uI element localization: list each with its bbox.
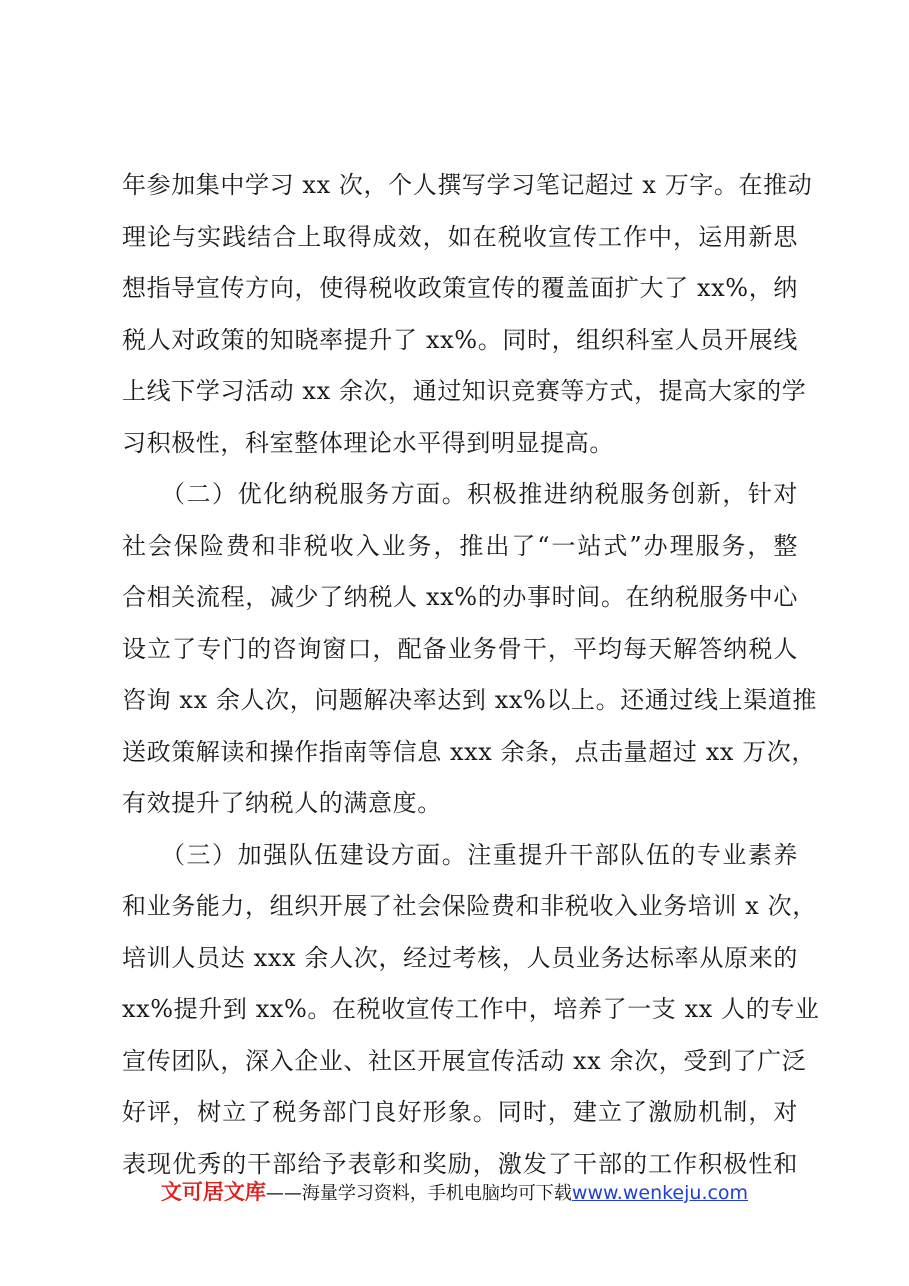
text-line: 培训人员达 xxx 余人次，经过考核，人员业务达标率从原来的 — [122, 943, 798, 972]
text-line: xx%提升到 xx%。在税收宣传工作中，培养了一支 xx 人的专业 — [122, 995, 820, 1023]
text-line: 理论与实践结合上取得成效，如在税收宣传工作中，运用新思 — [122, 222, 798, 251]
footer-website-link[interactable]: www.wenkeju.com — [571, 1182, 749, 1204]
text-line: 年参加集中学习 xx 次，个人撰写学习笔记超过 x 万字。在推动 — [122, 171, 813, 199]
text-line: 表现优秀的干部给予表彰和奖励，激发了干部的工作积极性和 — [122, 1149, 798, 1178]
text-line: 合相关流程，减少了纳税人 xx%的办事时间。在纳税服务中心 — [122, 583, 798, 611]
text-line: 想指导宣传方向，使得税收政策宣传的覆盖面扩大了 xx%，纳 — [122, 274, 798, 302]
paragraph-1 — [122, 160, 813, 469]
text-line: 税人对政策的知晓率提升了 xx%。同时，组织科室人员开展线 — [122, 325, 798, 354]
text-line: 社会保险费和非税收入业务，推出了“一站式”办理服务，整 — [122, 531, 798, 560]
paragraph-3 — [122, 830, 820, 1191]
text-line: 习积极性，科室整体理论水平得到明显提高。 — [122, 428, 614, 457]
text-line: （二）优化纳税服务方面。积极推进纳税服务创新，针对 — [122, 480, 798, 508]
text-line: 送政策解读和操作指南等信息 xxx 余条，点击量超过 xx 万次， — [122, 737, 816, 766]
text-line: 有效提升了纳税人的满意度。 — [122, 789, 442, 817]
text-line: 上线下学习活动 xx 余次，通过知识竞赛等方式，提高大家的学 — [122, 377, 807, 405]
footer-brand: 文可居文库 — [160, 1180, 266, 1204]
paragraph-2 — [122, 469, 818, 830]
text-line: 好评，树立了税务部门良好形象。同时，建立了激励机制，对 — [122, 1098, 798, 1126]
page-footer — [0, 1176, 909, 1206]
footer-tagline: ——海量学习资料，手机电脑均可下载 — [265, 1183, 572, 1204]
text-line: 宣传团队，深入企业、社区开展宣传活动 xx 余次，受到了广泛 — [122, 1046, 807, 1075]
body-text — [122, 160, 820, 1190]
text-line: 咨询 xx 余人次，问题解决率达到 xx%以上。还通过线上渠道推 — [122, 686, 818, 714]
text-line: 和业务能力，组织开展了社会保险费和非税收入业务培训 x 次， — [122, 892, 817, 920]
text-line: （三）加强队伍建设方面。注重提升干部队伍的专业素养 — [122, 840, 798, 869]
text-line: 设立了专门的咨询窗口，配备业务骨干，平均每天解答纳税人 — [122, 634, 798, 663]
